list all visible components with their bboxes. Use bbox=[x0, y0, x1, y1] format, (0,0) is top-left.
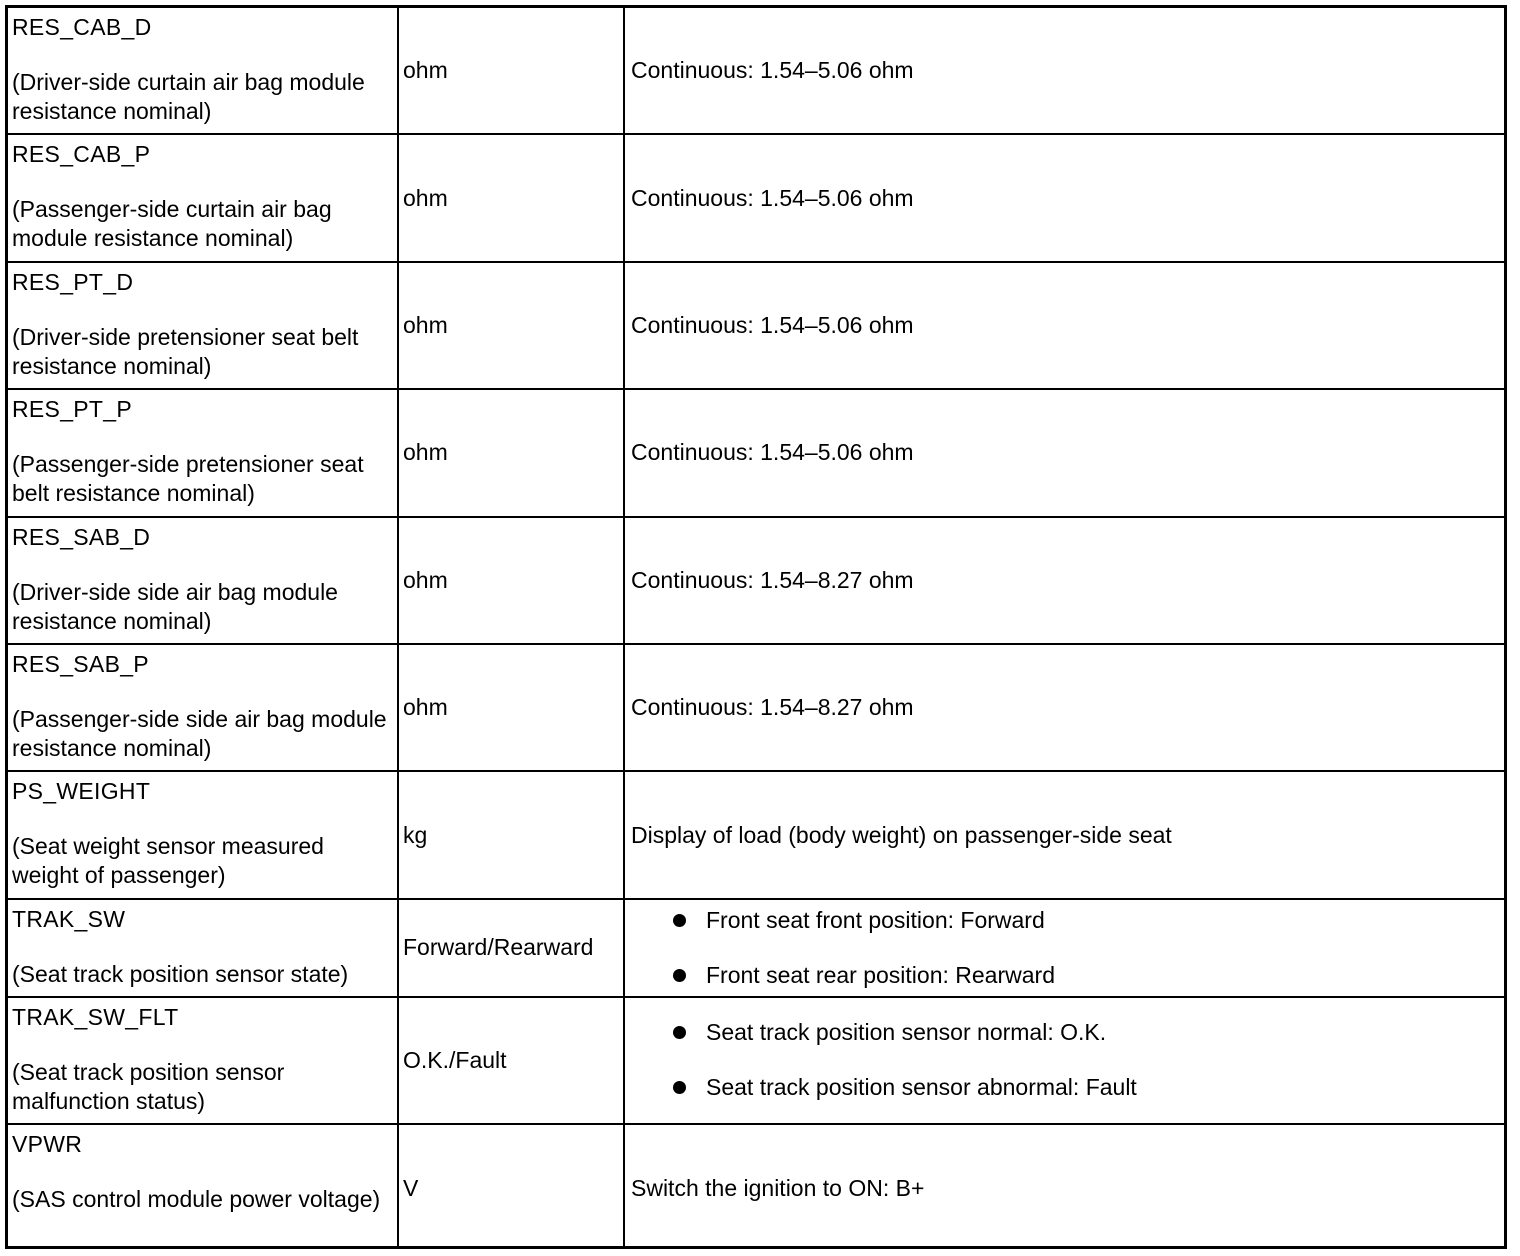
bullet-icon bbox=[673, 914, 686, 927]
pid-description: (Seat track position sensor malfunction status) bbox=[12, 1058, 285, 1114]
condition-value: Continuous: 1.54–5.06 ohm bbox=[631, 184, 914, 211]
list-item bbox=[631, 1018, 1498, 1047]
table-row bbox=[8, 518, 1504, 645]
table-row bbox=[8, 1125, 1504, 1249]
pid-name: TRAK_SW bbox=[12, 905, 126, 932]
table-row bbox=[8, 645, 1504, 772]
pid-description: (Driver-side pretensioner seat belt resistance nominal) bbox=[12, 323, 359, 379]
condition-cell bbox=[625, 8, 1504, 133]
unit-value: Forward/Rearward bbox=[403, 934, 594, 961]
condition-cell bbox=[625, 645, 1504, 770]
unit-value: ohm bbox=[403, 311, 448, 338]
pid-name: PS_WEIGHT bbox=[12, 778, 151, 805]
unit-cell bbox=[399, 518, 625, 643]
unit-cell bbox=[399, 263, 625, 388]
unit-value: O.K./Fault bbox=[403, 1046, 507, 1073]
pid-cell bbox=[8, 263, 399, 388]
condition-cell bbox=[625, 1125, 1504, 1249]
unit-value: ohm bbox=[403, 566, 448, 593]
unit-value: ohm bbox=[403, 694, 448, 721]
condition-value: Continuous: 1.54–5.06 ohm bbox=[631, 311, 914, 338]
pid-cell bbox=[8, 8, 399, 133]
unit-value: kg bbox=[403, 821, 428, 848]
unit-cell bbox=[399, 390, 625, 515]
table-row bbox=[8, 263, 1504, 390]
pid-name: RES_CAB_P bbox=[12, 141, 151, 168]
condition-list bbox=[631, 906, 1498, 990]
pid-name: RES_CAB_D bbox=[12, 14, 152, 40]
pid-description: (Seat weight sensor measured weight of passenger) bbox=[12, 833, 324, 889]
condition-cell bbox=[625, 263, 1504, 388]
pid-cell bbox=[8, 135, 399, 260]
pid-name: RES_SAB_D bbox=[12, 523, 151, 550]
table-row bbox=[8, 8, 1504, 135]
list-item bbox=[631, 906, 1498, 935]
pid-cell bbox=[8, 518, 399, 643]
condition-value: Continuous: 1.54–5.06 ohm bbox=[631, 57, 914, 84]
pid-description: (Seat track position sensor state) bbox=[12, 960, 349, 987]
pid-cell bbox=[8, 645, 399, 770]
pid-description: (Passenger-side curtain air bag module resistance nominal) bbox=[12, 196, 332, 252]
unit-value: ohm bbox=[403, 57, 448, 84]
condition-cell bbox=[625, 998, 1504, 1123]
unit-value: V bbox=[403, 1175, 419, 1202]
unit-cell bbox=[399, 900, 625, 996]
list-item bbox=[631, 961, 1498, 990]
table-row bbox=[8, 135, 1504, 262]
pid-cell bbox=[8, 772, 399, 897]
pid-description: (Passenger-side pretensioner seat belt resistance nominal) bbox=[12, 451, 364, 507]
condition-value: Continuous: 1.54–8.27 ohm bbox=[631, 566, 914, 593]
pid-name: RES_SAB_P bbox=[12, 650, 149, 677]
bullet-icon bbox=[673, 969, 686, 982]
unit-value: ohm bbox=[403, 439, 448, 466]
table-row bbox=[8, 390, 1504, 517]
condition-value: Front seat rear position: Rearward bbox=[706, 961, 1055, 988]
pid-description: (SAS control module power voltage) bbox=[12, 1186, 381, 1213]
condition-cell bbox=[625, 390, 1504, 515]
condition-list bbox=[631, 1018, 1498, 1102]
bullet-icon bbox=[673, 1081, 686, 1094]
pid-cell bbox=[8, 998, 399, 1123]
pid-description: (Passenger-side side air bag module resistance nominal) bbox=[12, 705, 387, 761]
condition-value: Front seat front position: Forward bbox=[706, 906, 1045, 933]
list-item bbox=[631, 1073, 1498, 1102]
table-row bbox=[8, 772, 1504, 899]
unit-cell bbox=[399, 8, 625, 133]
unit-cell bbox=[399, 645, 625, 770]
condition-value: Switch the ignition to ON: B+ bbox=[631, 1175, 925, 1202]
condition-cell bbox=[625, 135, 1504, 260]
pid-name: RES_PT_P bbox=[12, 396, 133, 423]
pid-name: TRAK_SW_FLT bbox=[12, 1003, 179, 1030]
unit-value: ohm bbox=[403, 184, 448, 211]
condition-value: Display of load (body weight) on passenger-side seat bbox=[631, 821, 1172, 848]
condition-value: Seat track position sensor abnormal: Fault bbox=[706, 1074, 1137, 1101]
pid-name: VPWR bbox=[12, 1131, 83, 1158]
unit-cell bbox=[399, 998, 625, 1123]
condition-value: Seat track position sensor normal: O.K. bbox=[706, 1019, 1107, 1046]
condition-value: Continuous: 1.54–8.27 ohm bbox=[631, 694, 914, 721]
pid-data-table bbox=[5, 5, 1507, 1249]
pid-description: (Driver-side curtain air bag module resistance nominal) bbox=[12, 69, 365, 124]
bullet-icon bbox=[673, 1026, 686, 1039]
table-row bbox=[8, 900, 1504, 998]
unit-cell bbox=[399, 1125, 625, 1249]
pid-cell bbox=[8, 390, 399, 515]
condition-cell bbox=[625, 518, 1504, 643]
pid-description: (Driver-side side air bag module resistance nominal) bbox=[12, 578, 338, 634]
pid-cell bbox=[8, 1125, 399, 1249]
pid-cell bbox=[8, 900, 399, 996]
pid-name: RES_PT_D bbox=[12, 268, 134, 295]
condition-cell bbox=[625, 772, 1504, 897]
unit-cell bbox=[399, 135, 625, 260]
condition-cell bbox=[625, 900, 1504, 996]
unit-cell bbox=[399, 772, 625, 897]
table-row bbox=[8, 998, 1504, 1125]
condition-value: Continuous: 1.54–5.06 ohm bbox=[631, 439, 914, 466]
